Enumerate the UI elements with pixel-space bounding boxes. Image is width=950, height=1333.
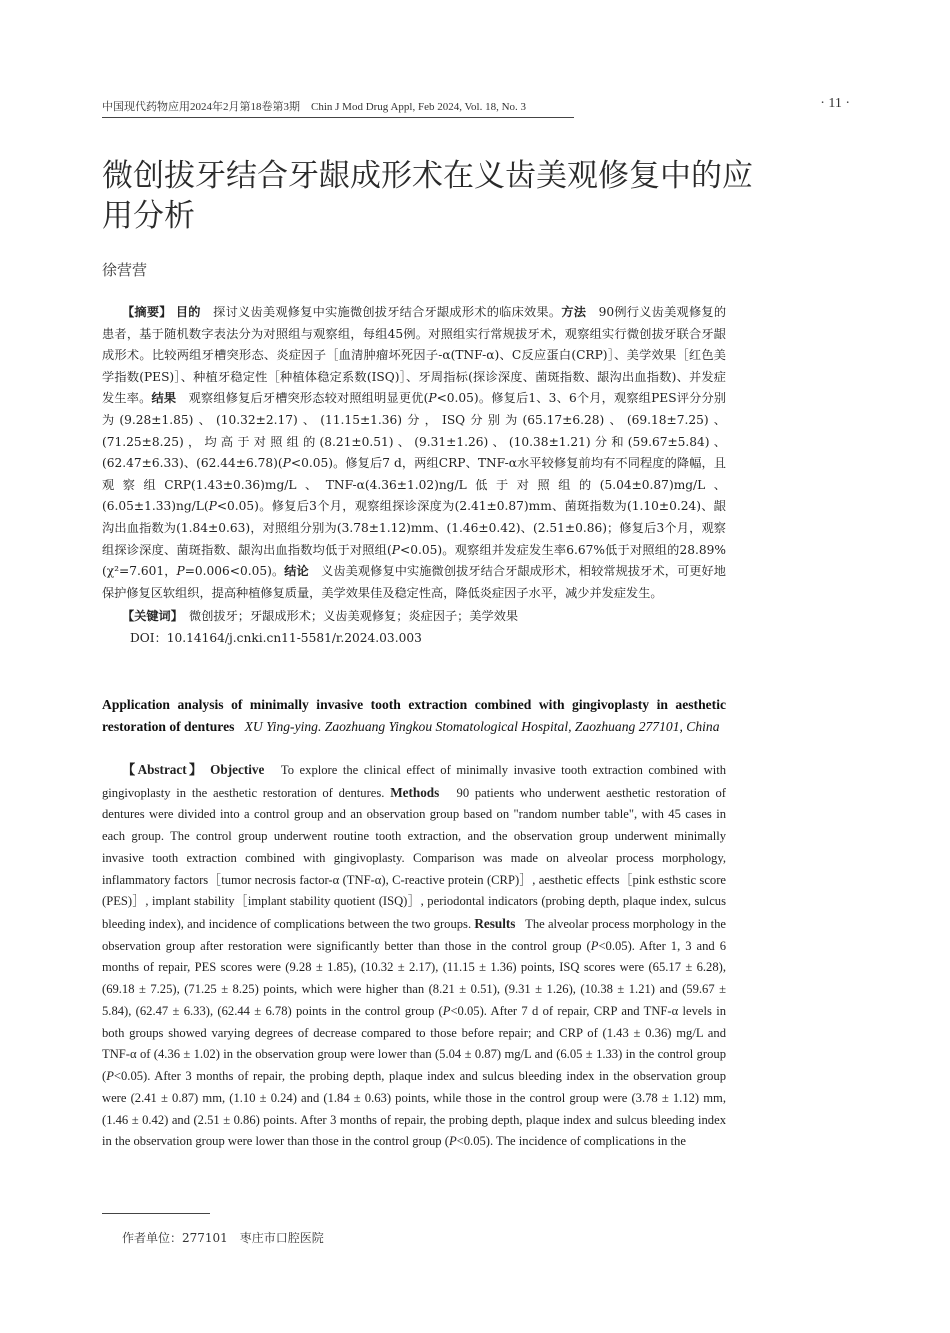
english-results-text: <0.05). After 7 d of repair, CRP and TNF-α levels in both groups showed varying degrees of decrease compared to those before repair; and CRP of (1.43 ± 0.36) mg/L and TNF-α of (4.36 ± 1.02) in the observation group were lower than (5.04 ± 0.87) mg/L and (6.05 ± 1.33) in the control group ( [102, 1003, 726, 1084]
keywords-line [102, 606, 726, 628]
english-title: Application analysis of minimally invasive tooth extraction combined with gingivoplasty in aesthetic restoration of dentures [102, 697, 726, 734]
p-symbol: P [208, 499, 217, 514]
p-symbol: P [391, 542, 400, 557]
doi-text: DOI：10.14164/j.cnki.cn11-5581/r.2024.03.003 [130, 630, 422, 645]
running-header [102, 96, 850, 116]
p-symbol: P [442, 1003, 451, 1018]
english-objective-label: Objective [210, 762, 265, 777]
page-number: · 11 · [820, 96, 850, 111]
results-text: <0.05)。修复后7 d，两组CRP、TNF-α水平较修复前均有不同程度的降幅，且观察组CRP(1.43±0.36)mg/L、TNF-α(4.36±1.02)ng/L低于对照组的(5.04±0.87)mg/L、(6.05±1.33)ng/L( [102, 456, 726, 514]
doi-line [102, 628, 726, 650]
objective-text: 探讨义齿美观修复中实施微创拔牙结合牙龈成形术的临床效果。 [213, 305, 562, 319]
p-symbol: P [448, 1134, 457, 1149]
english-methods-label: Methods [390, 784, 440, 800]
english-objective-text: To explore the clinical effect of minimally invasive tooth extraction combined with gingivoplasty in the aesthetic restoration of dentures. [102, 763, 726, 800]
english-results-label: Results [474, 916, 516, 932]
p-symbol: P [106, 1069, 114, 1084]
english-abstract-tag: 【Abstract】 [122, 762, 205, 777]
chinese-abstract [102, 302, 726, 650]
journal-citation: 中国现代药物应用2024年2月第18卷第3期 Chin J Mod Drug Appl, Feb 2024, Vol. 18, No. 3 [102, 101, 527, 113]
english-results-text: The alveolar process morphology in the observation group after restoration were significantly better than those in the control group ( [102, 917, 726, 953]
english-results-text: <0.05). The incidence of complications in the [456, 1134, 686, 1149]
results-label: 结果 [151, 391, 177, 406]
keywords-text: 微创拔牙；牙龈成形术；义齿美观修复；炎症因子；美学效果 [189, 609, 519, 624]
keywords-tag: 【关键词】 [122, 609, 177, 624]
p-symbol: P [282, 456, 291, 471]
abstract-paragraph [102, 302, 726, 604]
p-symbol: P [590, 938, 599, 953]
conclusion-label: 结论 [284, 564, 309, 579]
p-symbol: P [176, 564, 185, 579]
author-affiliation-footnote: 作者单位：277101 枣庄市口腔医院 [122, 1231, 324, 1245]
results-text: <0.05)。观察组并发症发生率6.67%低于对照组的28.89%(χ²=7.601， [102, 542, 726, 579]
english-title-block [102, 694, 726, 737]
english-abstract [102, 759, 726, 1153]
abstract-tag: 【摘要】 [122, 305, 172, 319]
results-text: =0.006<0.05)。 [184, 564, 285, 579]
footnote-rule [102, 1213, 210, 1214]
english-results-text: <0.05). After 3 months of repair, the probing depth, plaque index and sulcus bleeding index in the observation group were (2.41 ± 0.87) mm, (1.10 ± 0.24) and (1.84 ± 0.63) points, while those in the control group were (3.78 ± 1.12) mm, (1.46 ± 0.42) and (2.51 ± 0.86) points. After 3 months of repair, the probing depth, plaque index and sulcus bleeding index in the observation group were lower than those in the control group ( [102, 1069, 726, 1149]
english-results-text: <0.05). After 1, 3 and 6 months of repair, PES scores were (9.28 ± 1.85), (10.32 ± 2.17), (11.15 ± 1.36) points, ISQ scores were (65.17 ± 6.28), (69.18 ± 7.25), (71.25 ± 8.25) points, which were higher than (8.21 ± 0.51), (9.31 ± 1.26), (10.38 ± 1.21) and (59.67 ± 5.84), (62.47 ± 6.33), (62.44 ± 6.78) points in the control group ( [102, 938, 726, 1018]
methods-text: 90例行义齿美观修复的患者，基于随机数字表法分为对照组与观察组，每组45例。对照组实行常规拔牙术，观察组实行微创拔牙联合牙龈成形术。比较两组牙槽突形态、炎症因子［血清肿瘤坏死因子-α(TNF-α)、C反应蛋白(CRP)］、美学效果［红色美学指数(PES)］、种植牙稳定性［种植体稳定系数(ISQ)］、牙周指标(探诊深度、菌斑指数、龈沟出血指数)、并发症发生率。 [102, 305, 727, 406]
results-text: <0.05)。修复后3个月，观察组探诊深度为(2.41±0.87)mm、菌斑指数为(1.10±0.24)、龈沟出血指数为(1.84±0.63)，对照组分别为(3.78±1.12)mm、(1.46±0.42)、(2.51±0.86)；修复后3个月，观察组探诊深度、菌斑指数、龈沟出血指数均低于对照组( [102, 499, 726, 557]
english-abstract-paragraph [102, 759, 726, 1153]
article-title: 微创拔牙结合牙龈成形术在义齿美观修复中的应用分析 [102, 158, 753, 234]
conclusion-text: 义齿美观修复中实施微创拔牙结合牙龈成形术，相较常规拔牙术，可更好地保护修复区软组织，提高种植修复质量，美学效果佳及稳定性高，降低炎症因子水平，减少并发症发生。 [102, 564, 726, 600]
english-methods-text: 90 patients who underwent aesthetic restoration of dentures were divided into a control group and an observation group based on "random number table", with 45 cases in each group. The control group underwent routine tooth extraction, and the observation group underwent minimally invasive tooth extraction combined with gingivoplasty. Comparison was made on alveolar process morphology, inflammatory factors［tumor necrosis factor-α (TNF-α), C-reactive protein (CRP)］, aesthetic effects［pink esthstic score (PES)］, implant stability［implant stability quotient (ISQ)］, periodontal indicators (probing depth, plaque index, sulcus bleeding index), and incidence of complications between the two groups. [102, 785, 726, 932]
objective-label: 目的 [175, 305, 201, 319]
results-text: <0.05)。修复后1、3、6个月，观察组PES评分分别为(9.28±1.85)、(10.32±2.17)、(11.15±1.36)分，ISQ分别为(65.17±6.28)、(69.18±7.25)、(71.25±8.25)，均高于对照组的(8.21±0.51)、(9.31±1.26)、(10.38±1.21)分和(59.67±5.84)、(62.47±6.33)、(62.44±6.78)( [102, 391, 727, 471]
header-rule [102, 117, 574, 118]
methods-label: 方法 [561, 305, 587, 319]
english-affiliation: XU Ying-ying. Zaozhuang Yingkou Stomatological Hospital, Zaozhuang 277101, China [244, 718, 720, 734]
results-text: 观察组修复后牙槽突形态较对照组明显更优( [188, 391, 429, 406]
author-name: 徐营营 [102, 261, 148, 279]
p-symbol: P [428, 391, 437, 406]
